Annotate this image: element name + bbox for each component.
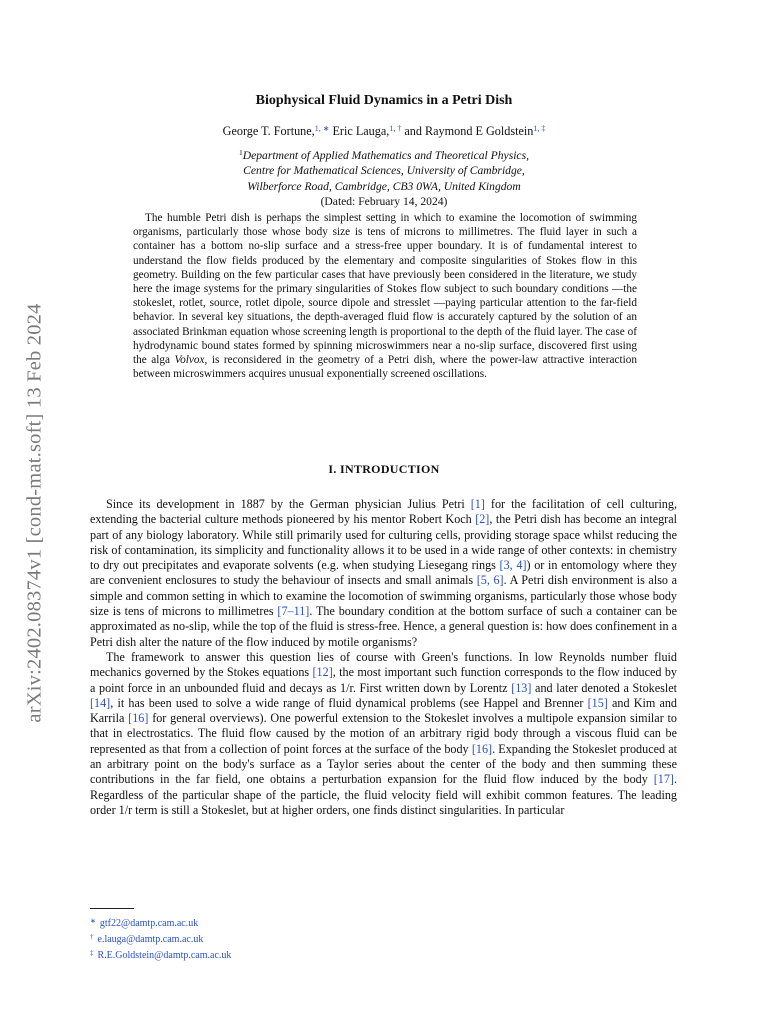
affiliation-block bbox=[0, 145, 768, 209]
citation-link[interactable]: [2] bbox=[475, 512, 490, 527]
citation-link[interactable]: [1] bbox=[470, 497, 485, 511]
abstract: The humble Petri dish is perhaps the simplest setting in which to examine the locomotion of swimming organisms, particularly those whose body size is tens of microns to millimetres. The fluid layer in such a container has a bottom no-slip surface and a stress-free upper boundary. It is of fundamental interest to understand the flow fields produced by the elementary and composite singularities of Stokes flow in this geometry. Building on the few particular cases that have previously been considered in the literature, we study here the image systems for the primary singularities of Stokes flow subject to such boundary conditions —the stokeslet, rotlet, source, rotlet dipole, source dipole and stresslet —paying particular attention to the far-field behavior. In several key situations, the depth-averaged fluid flow is accurately captured by the solution of an associated Brinkman equation whose screening length is proportional to the depth of the fluid layer. The case of hydrodynamic bound states formed by spinning microswimmers near a no-slip surface, discovered first using the alga Volvox, is reconsidered in the geometry of a Petri dish, where the power-law attractive interaction between microswimmers acquires unusual exponentially screened oscillations. bbox=[133, 212, 637, 381]
author-goldstein: and Raymond E Goldstein bbox=[401, 124, 534, 138]
author-goldstein-mark[interactable]: 1, ‡ bbox=[533, 124, 546, 133]
author-lauga-mark[interactable]: 1, † bbox=[389, 124, 402, 133]
affiliation-line-2: Centre for Mathematical Sciences, University of Cambridge, bbox=[243, 164, 525, 178]
paragraph-2: The framework to answer this question lies of course with Green's functions. In low Reynolds number fluid mechanics governed by the Stokes equations [12], the most important such function corresponds to the flow induced by a point force in an unbounded fluid and decays as 1/r. First written down by Lorentz [13] and later denoted a Stokeslet [14], it has been used to solve a wide range of fluid dynamical problems (see Happel and Brenner [15] and Kim and Karrila [16] for general overviews). One powerful extension to the Stokeslet involves a multipole expansion similar to that in electrostatics. The fluid flow caused by the motion of an arbitrary rigid body through a viscous fluid can be represented as that from a collection of point forces at the surface of the body [16]. Expanding the Stokeslet produced at an arbitrary point on the body's surface as a Taylor series about the center of the body and then summing these contributions in the far field, one obtains a perturbation expansion for the fluid flow induced by the body [17]. Regardless of the particular shape of the particle, the fluid velocity field will exhibit common features. The leading order 1/r term is still a Stokeslet, but at higher orders, one finds distinct singularities. In particular bbox=[90, 649, 678, 817]
citation-link[interactable]: [16] bbox=[471, 741, 493, 756]
arxiv-stamp-text: arXiv:2402.08374v1 [cond-mat.soft] 13 Feb 2024 bbox=[23, 302, 46, 723]
citation-link[interactable]: [16] bbox=[128, 711, 149, 726]
citation-link[interactable]: [13] bbox=[511, 680, 532, 695]
footnote-email[interactable] bbox=[90, 915, 490, 931]
introduction-body bbox=[90, 497, 677, 818]
citation-link[interactable]: [12] bbox=[312, 665, 333, 680]
footnote-email-text[interactable]: e.lauga@damtp.cam.ac.uk bbox=[97, 933, 204, 945]
author-list bbox=[0, 124, 768, 139]
paragraph-1: Since its development in 1887 by the German physician Julius Petri [1] for the facilitation of cell culturing, extending the bacterial culture methods pioneered by his mentor Robert Koch [2], the Petri dish has become an integral part of any biology laboratory. While still primarily used for culturing cells, providing storage space whilst reducing the risk of contamination, its simplicity and functionality allows it to be used in a wide range of other contexts: in chemistry to dry out precipitates and evaporate solvents (e.g. when studying Liesegang rings [3, 4]) or in entomology where they are convenient enclosures to study the behaviour of insects and small animals [5, 6]. A Petri dish environment is also a simple and common setting in which to examine the locomotion of swimming organisms, particularly those whose body size is tens of microns to millimetres [7–11]. The boundary condition at the bottom surface of such a container can be approximated as no-slip, while the top of the fluid is stress-free. Hence, a general question is: how does confinement in a Petri dish alter the nature of the flow induced by motile organisms? bbox=[90, 497, 678, 649]
footnote-mark: † bbox=[90, 932, 94, 941]
affiliation-line-1: $^1$Department of Applied Mathematics and Theoretical Physics, bbox=[238, 148, 529, 162]
footnote-email-text[interactable]: gtf22@damtp.cam.ac.uk bbox=[99, 918, 199, 929]
author-fortune-mark[interactable]: 1, ∗ bbox=[314, 124, 330, 133]
paper-title: Biophysical Fluid Dynamics in a Petri Dish bbox=[255, 93, 513, 108]
citation-link[interactable]: [3, 4] bbox=[499, 558, 527, 573]
footnote-email[interactable] bbox=[90, 947, 490, 963]
citation-link[interactable]: [15] bbox=[587, 695, 608, 710]
footnote-email-text[interactable]: R.E.Goldstein@damtp.cam.ac.uk bbox=[97, 949, 232, 961]
affiliation-line-3: Wilberforce Road, Cambridge, CB3 0WA, United Kingdom bbox=[247, 179, 521, 193]
citation-link[interactable]: [14] bbox=[90, 695, 111, 710]
arxiv-stamp bbox=[20, 245, 50, 780]
footnote-mark: ∗ bbox=[90, 917, 96, 925]
footnote-divider bbox=[90, 908, 134, 909]
section-heading: I. INTRODUCTION bbox=[328, 462, 440, 476]
abstract-italic-volvox: Volvox bbox=[174, 354, 205, 367]
author-fortune: George T. Fortune, bbox=[222, 124, 315, 138]
date-line: (Dated: February 14, 2024) bbox=[320, 194, 448, 208]
footnote-mark: ‡ bbox=[90, 948, 94, 957]
footnotes bbox=[90, 915, 490, 962]
citation-link[interactable]: [7–11] bbox=[277, 604, 310, 619]
footnote-email[interactable] bbox=[90, 931, 490, 947]
citation-link[interactable]: [17] bbox=[653, 772, 674, 787]
author-lauga: Eric Lauga, bbox=[329, 124, 390, 138]
affiliation-number: 1 bbox=[238, 148, 243, 157]
citation-link[interactable]: [5, 6] bbox=[476, 573, 504, 588]
